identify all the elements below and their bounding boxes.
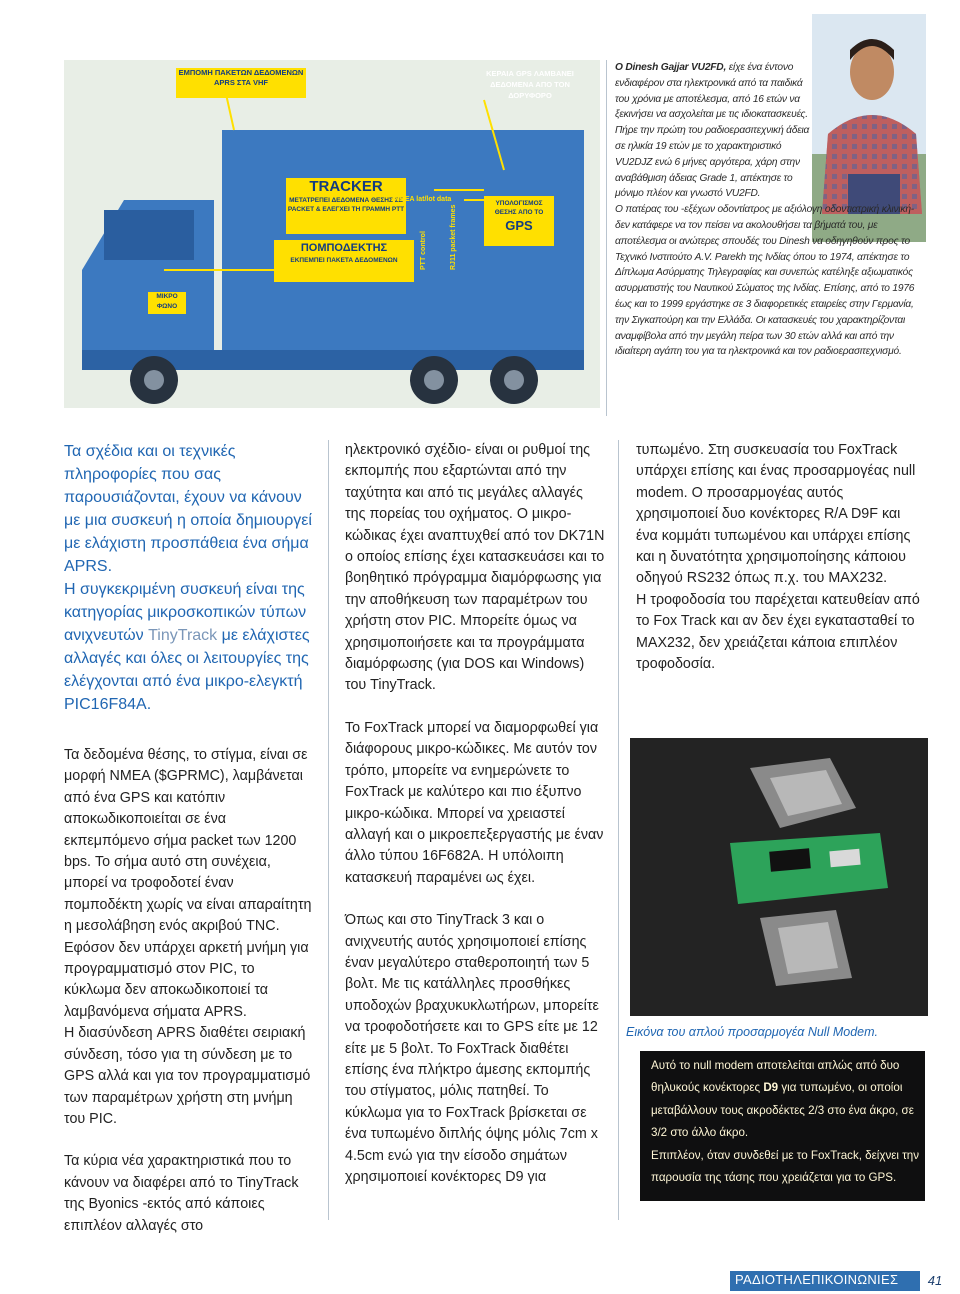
intro-b [64,578,314,716]
magazine-title: ΡΑΔΙΟΤΗΛΕΠΙΚΟΙΝΩΝΙΕΣ [735,1272,899,1287]
label-gps-receive: ΚΕΡΑΙΑ GPS ΛΑΜΒΑΝΕΙ ΔΕΔΟΜΕΝΑ ΑΠΟ ΤΟΝ ΔΟΡΥΦΟΡΟ [486,69,574,100]
column-divider-2 [618,440,619,1220]
col1-p2: Η διασύνδεση APRS διαθέτει σειριακή σύνδεση, τόσο για τη σύνδεση με το GPS αλλά και για τον προγραμματισμό των παραμέτρων χρήστη στη μνήμη του PIC. [64,1025,311,1127]
intro-b2: με ελάχιστες αλλαγές και όλες οι λειτουργίες της ελέγχονται από ένα μικρο-ελεγκτή PIC16F84A. [64,627,310,713]
col3-p1: τυπωμένο. Στη συσκευασία του FoxTrack υπάρχει επίσης και ένας προσαρμογέας null modem. Ο προσαρμογέας αυτός χρησιμοποιεί δυο κονέκτορες R/A D9F και ένα κομμάτι τυπωμένου και υπάρχει επίσης και η δυνατότητα χρησιμοποίησης κάποιου οδηγού RS232 όπως π.χ. του MAX232. [636,442,916,587]
note-c: Επιπλέον, όταν συνδεθεί με το FoxTrack, δείχνει την παρουσία της τάσης που χρειάζεται για το GPS. [651,1148,920,1185]
tracker-sub: ΜΕΤΑΤΡΕΠΕΙ ΔΕΔΟΜΕΝΑ ΘΕΣΗΣ ΣΕ PACKET & ΕΛΕΓΧΕΙ ΤΗ ΓΡΑΜΜΗ PTT [287,197,405,213]
author-bio [615,60,915,360]
column-3 [636,440,926,675]
apr-diagram [64,60,600,408]
gps-box [484,196,554,246]
transmitter-box [274,240,414,282]
note-b: για τυπωμένο, οι οποίοι μεταβάλλουν τους ακροδέκτες 2/3 στο ένα άκρο, σε 3/2 στο άλλο άκρο. [651,1081,914,1140]
gps-calc: ΥΠΟΛΟΓΙΣΜΟΣ ΘΕΣΗΣ ΑΠΟ ΤΟ [494,200,544,216]
note-a: Αυτό το null modem αποτελείται απλώς από δυο θηλυκούς κονέκτορες [651,1059,900,1095]
column-2 [345,440,605,1188]
column-1 [64,745,314,1237]
col2-p1: ηλεκτρονικό σχέδιο- είναι οι ρυθμοί της εκπομπής που εξαρτώνται από την ταχύτητα και από τις μεγάλες αλλαγές της πορείας του οχήματος. Ο μικρο-κώδικας έχει αναπτυχθεί από τον DK71N ο οποίος επίσης έχει κατασκευάσει και το βοηθητικό πρόγραμμα διαμόρφωσης για την αποθήκευση των παραμέτρων του χρήστη στον PIC. Μπορείτε όμως να χρησιμοποιήσετε και τα προγράμματα διαμόρφωσης (για DOS και Windows) του TinyTrack. [345,442,605,694]
intro-lead [64,440,314,716]
photo-caption: Εικόνα του απλού προσαρμογέα Null Modem. [626,1025,878,1039]
col1-p3: Τα κύρια νέα χαρακτηριστικά που το κάνουν να διαφέρει από το TinyTrack της Byonics -εκτός από κάποιες επιπλέον αλλαγές στο [64,1153,299,1234]
tracker-box [286,178,406,234]
bio-paragraph-1 [615,60,815,202]
col2-p2: Το FoxTrack μπορεί να διαμορφωθεί για διάφορους μικρο-κώδικες. Με αυτόν τον τρόπο, μπορείτε να ενημερώνετε το FoxTrack με καλύτερο και πιο έξυπνο μικρο-κώδικα. Μπορεί να χρειαστεί αλλαγή και ο μικροεπεξεργαστής με έναν άλλο τύπου 16F682A. Η υπόλοιπη κατασκευή παραμένει ως έχει. [345,719,604,886]
col2-p3: Όπως και στο TinyTrack 3 και ο ανιχνευτής αυτός χρησιμοποιεί επίσης έναν μεγαλύτερο σταθεροποιητή των 5 βολτ. Με τις κατάλληλες προσθήκες υποδοχών βραχυκυκλωτήρων, μπορείτε να τροφοδοτήσετε και το GPS είτε με 12 είτε με 5 βολτ. Το FoxTrack διαθέτει επίσης ένα πλήκτρο άμεσης εκπομπής του στίγματος, μόλις πατηθεί. Το κύκλωμα για το FoxTrack βρίσκεται σε ένα τυπωμένο διπλής όψης μόλις 7cm x 4.5cm ενώ για την είσοδο σημάτων χρησιμοποιεί κονέκτορες D9 για [345,912,599,1185]
bio-paragraph-2: Ο πατέρας του -εξέχων οδοντίατρος με αξιόλογη οδοντιατρική κλινική- δεν κατάφερε να τον πείσει να ακολουθήσει τα βήματά του, με αποτέλεσμα οι ανώτερες σπουδές του Dinesh να οδηγηθούν προς το Τεχνικό Ινστιτούτο A.V. Parekh της Ινδίας όπου το 1974, απέκτησε το Δίπλωμα Ασύρματης Τηλεγραφίας και συνεπώς κατέληξε αξιωματικός ασυρματιστής του Ναυτικού Σώματος της Ινδίας. Επίσης, από το 1976 έως και το 1999 εργάστηκε σε 3 διαφορετικές εταιρείες στην Γερμανία, την Σιγκαπούρη και την Ελλάδα. Οι κατασκευές του χαρακτηρίζονται αναμφίβολα από την μεγάλη πείρα των 30 ετών αλλά και από την ιδιαίτερη αγάπη του για τα ηλεκτρονικά και τον ραδιοερασιτεχνισμό. [615,204,915,358]
bio-divider [606,60,607,416]
col3-p2: Η τροφοδοσία του παρέχεται κατευθείαν από το Fox Track και αν δεν έχει εγκατασταθεί το MAX232, δεν χρειάζεται κάποια επιπλέον τροφοδοσία. [636,591,920,673]
transmitter-title: ΠΟΜΠΟΔΕΚΤΗΣ [300,242,388,254]
tracker-title: TRACKER [309,178,383,195]
bio-p1-text: είχε ένα έντονο ενδιαφέρον στα ηλεκτρονικά από τα παιδικά του χρόνια με αποτέλεσμα, από 16 ετών να ξεκινήσει να ασχολείται με τις ιδιοκατασκευές. Πήρε την πρώτη του ραδιοερασιτεχνική άδεια σε ηλικία 19 ετών με το χαρακτηριστικό VU2DJZ ενώ 6 μήνες αργότερα, χάρη στην αναβάθμιση άδειας Grade 1, απέκτησε το μόνιμο πλέον και γνωστό VU2FD. [615,62,810,200]
ptt-label: PTT control [420,231,427,270]
intro-tinytrack: TinyTrack [148,627,218,644]
label-vhf: ΕΜΠΟΜΗ ΠΑΚΕΤΩΝ ΔΕΔΟΜΕΝΩΝ APRS ΣΤΑ VHF [176,68,306,98]
note-text [651,1055,923,1189]
page-number: 41 [920,1271,950,1291]
column-divider-1 [328,440,329,1220]
bio-name: Ο Dinesh Gajjar VU2FD, [615,62,727,73]
intro-b1: Η συγκεκριμένη συσκευή είναι της κατηγορίας μικροσκοπικών τύπων ανιχνευτών [64,581,307,644]
transmitter-sub: ΕΚΠΕΜΠΕΙ ΠΑΚΕΤΑ ΔΕΔΟΜΕΝΩΝ [290,257,398,264]
null-modem-note [640,1051,925,1201]
null-modem-image [630,738,928,1016]
mic-label: ΜΙΚΡΟ ΦΩΝΟ [148,292,186,314]
rj-label: RJ11 packet frames [450,204,457,270]
note-d9: D9 [763,1081,779,1095]
nmea-label: NMEA lat/lot data [394,196,452,203]
gps-word: GPS [505,218,533,233]
col1-p1: Τα δεδομένα θέσης, το στίγμα, είναι σε μορφή NMEA ($GPRMC), λαμβάνεται από ένα GPS και κατόπιν αποκωδικοποιείται σε ένα εκπεμπόμενο σήμα packet των 1200 bps. Το σήμα αυτό στη συνέχεια, μπορεί να τροφοδοτεί έναν πομποδέκτη χωρίς να είναι απαραίτητη η μεσολάβηση ενός ακριβού TNC. Εφόσον δεν υπάρχει αρκετή μνήμη για προγραμματισμό στον PIC, το κύκλωμα δεν αποκωδικοποιεί τα λαμβανόμενα σήματα APRS. [64,747,312,1020]
null-modem-photo [630,738,928,1016]
intro-a: Τα σχέδια και οι τεχνικές πληροφορίες που σας παρουσιάζονται, έχουν να κάνουν με μια συσκευή η οποία δημιουργεί με ελάχιστη προσπάθεια ένα σήμα APRS. [64,443,312,575]
